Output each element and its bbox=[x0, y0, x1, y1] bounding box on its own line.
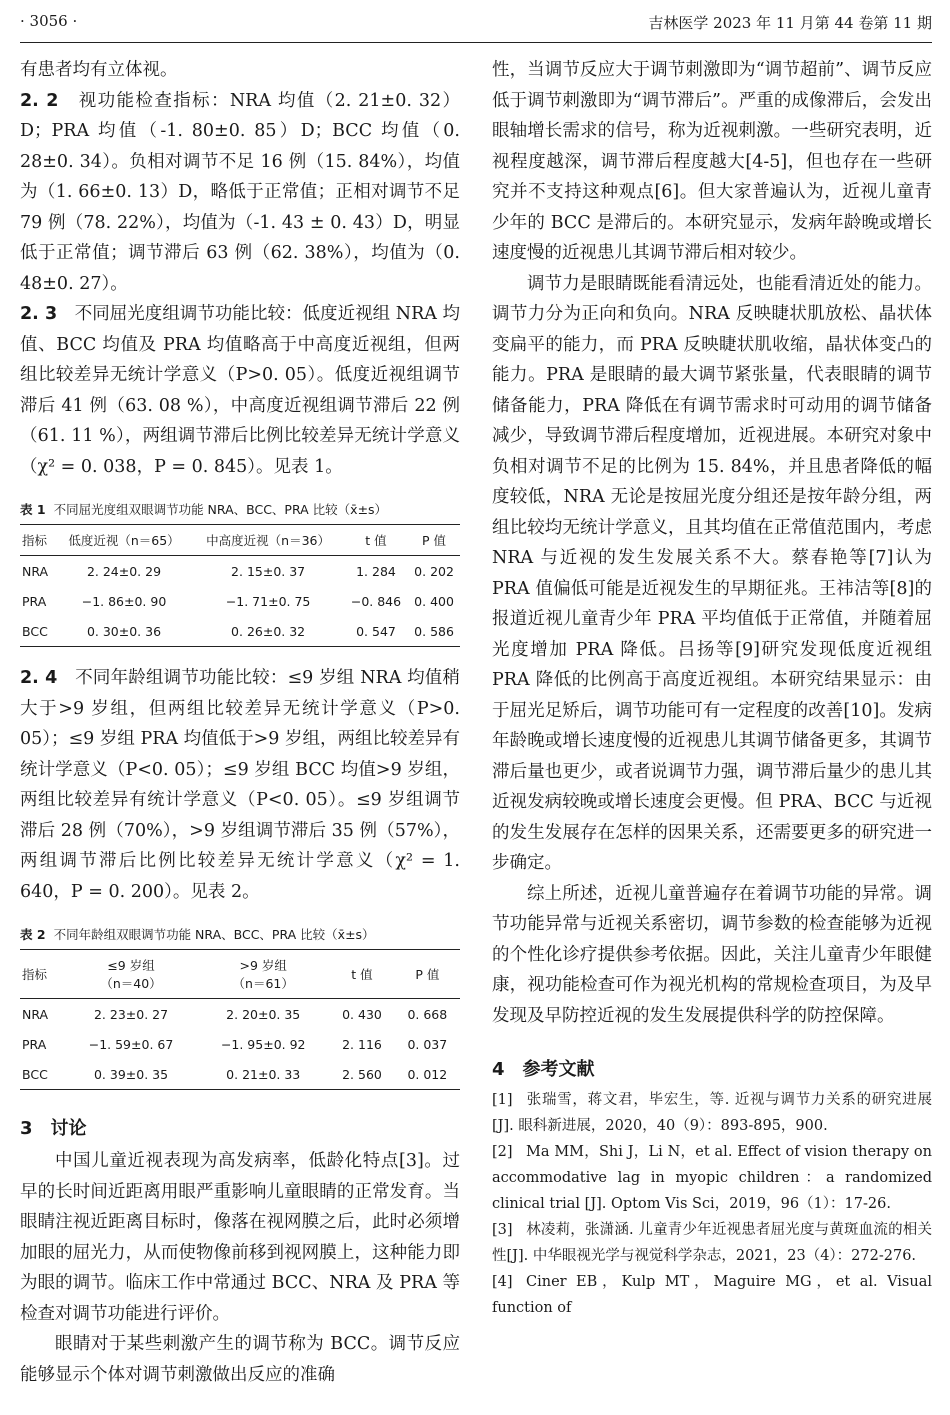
table2-label: 表 2 bbox=[20, 927, 46, 942]
table-row bbox=[20, 999, 460, 1030]
group-name: >9 岁组 bbox=[239, 958, 287, 973]
table-cell: 0. 39±0. 35 bbox=[93, 1066, 169, 1082]
discussion-paragraph-1: 中国儿童近视表现为高发病率，低龄化特点[3]。过早的长时间近距离用眼严重影响儿童眼睛的正常发育。当眼睛注视近距离目标时，像落在视网膜之后，此时必须增加眼的屈光力，从而使物像前移到视网膜上，这种能力即为眼的调节。临床工作中常通过 BCC、NRA 及 PRA 等检查对调节功能进行评价。 bbox=[20, 1151, 460, 1324]
table-cell: 2. 24±0. 29 bbox=[86, 563, 162, 579]
reference-text: 张瑞雪，蒋文君，毕宏生，等. 近视与调节力关系的研究进展[J]. 眼科新进展，2020，40（9）：893-895，900. bbox=[492, 1092, 932, 1134]
table-row bbox=[20, 586, 460, 616]
section-number: 2. 3 bbox=[20, 304, 58, 324]
discussion-paragraph-4: 综上所述，近视儿童普遍存在着调节功能的异常。调节功能异常与近视关系密切，调节参数的检查能够为近视的个性化诊疗提供参考依据。因此，关注儿童青少年眼健康，视功能检查可作为视光机构的常规检查项目，为及早发现及早防控近视的发生发展提供科学的防控保障。 bbox=[492, 883, 932, 1026]
table-cell: PRA bbox=[22, 1036, 47, 1052]
group-n: （n＝40） bbox=[100, 976, 162, 991]
reference-item bbox=[492, 1087, 932, 1139]
table-cell: 2. 20±0. 35 bbox=[226, 1006, 301, 1022]
table-cell: 2. 560 bbox=[342, 1066, 382, 1082]
section-text: ：≤9 岁组 NRA 均值稍大于>9 岁组，但两组比较差异无统计学意义（P>0. 05）；≤9 岁组 PRA 均值低于>9 岁组，两组比较差异有统计学意义（P<0. 05）；≤9 岁组 BCC 均值>9 岁组，两组比较差异有统计学意义（P<0. 05）。≤9 岁组调节滞后 28 例（70%），>9 岁组调节滞后 35 例（57%），两组调节滞后比例比较差异无统计学意义（χ² = 1. 640，P = 0. 200）。见表 2。 bbox=[20, 668, 460, 902]
page-header bbox=[20, 12, 932, 43]
table2 bbox=[20, 949, 460, 1090]
reference-item bbox=[492, 1217, 932, 1269]
section-text: ：低度近视组 NRA 均值、BCC 均值及 PRA 均值略高于中高度近视组，但两组比较差异无统计学意义（P>0. 05）。低度近视组调节滞后 41 例（63. 08 %），中高度近视组调节滞后 22 例（61. 11 %），两组调节滞后比例比较差异无统计学意义（χ² = 0. 038，P = 0. 845）。见表 1。 bbox=[20, 304, 461, 477]
table-cell: 0. 26±0. 32 bbox=[231, 623, 306, 639]
table1-caption bbox=[20, 500, 460, 518]
page-number: · 3056 · bbox=[20, 12, 78, 30]
table1 bbox=[20, 524, 460, 647]
table-cell: −1. 59±0. 67 bbox=[88, 1036, 174, 1052]
table-header: P 值 bbox=[415, 967, 440, 982]
reference-text: Ma MM，Shi J，Li N，et al. Effect of vision therapy on accommodative lag in myopic children：a randomized clinical trial [J]. Optom Vis Sci，2019，96（1）：17-26. bbox=[492, 1144, 932, 1212]
section-title: 不同屈光度组调节功能比较 bbox=[74, 304, 286, 324]
reference-number: [3] bbox=[492, 1222, 513, 1238]
table-row bbox=[20, 1059, 460, 1090]
table-header: P 值 bbox=[422, 533, 447, 548]
section-2-4 bbox=[20, 663, 460, 907]
table-header: t 值 bbox=[365, 533, 387, 548]
table-cell: NRA bbox=[22, 1006, 49, 1022]
reference-item bbox=[492, 1139, 932, 1217]
table-row bbox=[20, 1029, 460, 1059]
table-cell: −1. 71±0. 75 bbox=[225, 593, 311, 609]
discussion-paragraph-continued: 性，当调节反应大于调节刺激即为“调节超前”、调节反应低于调节刺激即为“调节滞后”。严重的成像滞后，会发出眼轴增长需求的信号，称为近视刺激。一些研究表明，近视程度越深，调节滞后程度越大[4-5]，但也存在一些研究并不支持这种观点[6]。但大家普遍认为，近视儿童青少年的 BCC 是滞后的。本研究显示，发病年龄晚或增长速度慢的近视患儿其调节滞后相对较少。 bbox=[492, 60, 932, 263]
discussion-paragraph-3: 调节力是眼睛既能看清远处，也能看清近处的能力。调节力分为正向和负向。NRA 反映睫状肌放松、晶状体变扁平的能力，而 PRA 反映睫状肌收缩，晶状体变凸的能力。PRA 是眼睛的最大调节紧张量，代表眼睛的调节储备能力，PRA 降低在有调节需求时可动用的调节储备减少，导致调节滞后程度增加，近视进展。本研究对象中负相对调节不足的比例为 15. 84%，并且患者降低的幅度较低，NRA 无论是按屈光度分组还是按年龄分组，两组比较均无统计学意义，且其均值在正常值范围内，考虑 NRA 与近视的发生发展关系不大。蔡春艳等[7]认为 PRA 值偏低可能是近视发生的早期征兆。王祎洁等[8]的报道近视儿童青少年 PRA 平均值低于正常值，并随着屈光度增加 PRA 降低。吕扬等[9]研究发现低度近视组 PRA 降低的比例高于高度近视组。本研究结果显示：由于屈光足矫后，调节功能可有一定程度的改善[10]。发病年龄晚或增长速度慢的近视患儿其调节储备更多，其调节滞后量也更少，或者说调节力强，调节滞后量少的患儿其近视发病较晚或增长速度会更慢。但 PRA、BCC 与近视的发生发展存在怎样的因果关系，还需要更多的研究进一步确定。 bbox=[492, 273, 932, 873]
table-cell: 0. 547 bbox=[356, 623, 396, 639]
table-cell: −1. 86±0. 90 bbox=[81, 593, 167, 609]
table-cell: BCC bbox=[22, 623, 48, 639]
section-title: 视功能检查指标 bbox=[78, 90, 211, 111]
table-cell: 2. 23±0. 27 bbox=[93, 1006, 169, 1022]
table-header bbox=[197, 950, 329, 999]
table-cell: BCC bbox=[22, 1066, 48, 1082]
table1-label: 表 1 bbox=[20, 502, 46, 517]
table-cell: 0. 21±0. 33 bbox=[226, 1066, 301, 1082]
table-cell: 0. 037 bbox=[407, 1036, 448, 1052]
table1-title: 不同屈光度组双眼调节功能 NRA、BCC、PRA 比较（x̄±s） bbox=[53, 502, 388, 517]
left-column bbox=[20, 55, 460, 1390]
paragraph-continuation: 有患者均有立体视。 bbox=[20, 60, 178, 80]
reference-number: [4] bbox=[492, 1274, 513, 1290]
table-cell: 1. 284 bbox=[356, 563, 396, 579]
table2-caption bbox=[20, 925, 460, 943]
table-header: 中高度近视（n＝36） bbox=[206, 533, 331, 548]
reference-text: Ciner EB，Kulp MT，Maguire MG，et al. Visual function of bbox=[492, 1274, 932, 1316]
section-2-3 bbox=[20, 299, 460, 482]
section-number: 2. 4 bbox=[20, 668, 58, 688]
table-cell: 0. 202 bbox=[414, 563, 454, 579]
table-cell: 0. 400 bbox=[414, 593, 454, 609]
table-header-row bbox=[20, 950, 460, 999]
section-text: ：NRA 均值（2. 21±0. 32）D；PRA 均值（-1. 80±0. 85）D；BCC 均值（0. 28±0. 34）。负相对调节不足 16 例（15. 84%），均值为（1. 66±0. 13）D，略低于正常值；正相对调节不足 79 例（78. 22%），均值为（-1. 43 ± 0. 43）D，明显低于正常值；调节滞后 63 例（62. 38%），均值为（0. 48±0. 27）。 bbox=[20, 90, 460, 294]
table-header: t 值 bbox=[351, 967, 373, 982]
section-number: 2. 2 bbox=[20, 90, 59, 111]
table-cell: PRA bbox=[22, 593, 47, 609]
table-header bbox=[65, 950, 197, 999]
table2-title: 不同年龄组双眼调节功能 NRA、BCC、PRA 比较（x̄±s） bbox=[53, 927, 375, 942]
journal-info: 吉林医学 2023 年 11 月第 44 卷第 11 期 bbox=[648, 14, 932, 32]
table-cell: 0. 430 bbox=[342, 1006, 382, 1022]
table-header: 指标 bbox=[22, 967, 48, 982]
table-header-row bbox=[20, 525, 460, 556]
group-name: ≤9 岁组 bbox=[107, 958, 155, 973]
table-cell: −0. 846 bbox=[350, 593, 402, 609]
table-cell: 0. 30±0. 36 bbox=[86, 623, 162, 639]
section-3-heading: 3 讨论 bbox=[20, 1118, 87, 1139]
table-row bbox=[20, 616, 460, 647]
reference-number: [1] bbox=[492, 1092, 513, 1108]
table-cell: 0. 586 bbox=[414, 623, 454, 639]
reference-text: 林凌莉，张潇涵. 儿童青少年近视患者屈光度与黄斑血流的相关性[J]. 中华眼视光学与视觉科学杂志，2021，23（4）：272-276. bbox=[492, 1222, 932, 1264]
group-n: （n＝61） bbox=[232, 976, 294, 991]
references-heading: 4 参考文献 bbox=[492, 1059, 595, 1080]
discussion-paragraph-2: 眼睛对于某些刺激产生的调节称为 BCC。调节反应能够显示个体对调节刺激做出反应的准确 bbox=[20, 1334, 460, 1385]
table-cell: 0. 012 bbox=[407, 1066, 448, 1082]
right-column bbox=[492, 55, 932, 1321]
table-header: 低度近视（n＝65） bbox=[68, 533, 180, 548]
table-cell: −1. 95±0. 92 bbox=[220, 1036, 306, 1052]
table-cell: 2. 116 bbox=[342, 1036, 382, 1052]
table-cell: 2. 15±0. 37 bbox=[231, 563, 306, 579]
table-row bbox=[20, 556, 460, 587]
reference-number: [2] bbox=[492, 1144, 513, 1160]
table-cell: NRA bbox=[22, 563, 49, 579]
table-header: 指标 bbox=[22, 533, 48, 548]
section-2-2 bbox=[20, 86, 460, 300]
table-cell: 0. 668 bbox=[407, 1006, 448, 1022]
section-title: 不同年龄组调节功能比较 bbox=[75, 668, 270, 688]
reference-item bbox=[492, 1269, 932, 1321]
